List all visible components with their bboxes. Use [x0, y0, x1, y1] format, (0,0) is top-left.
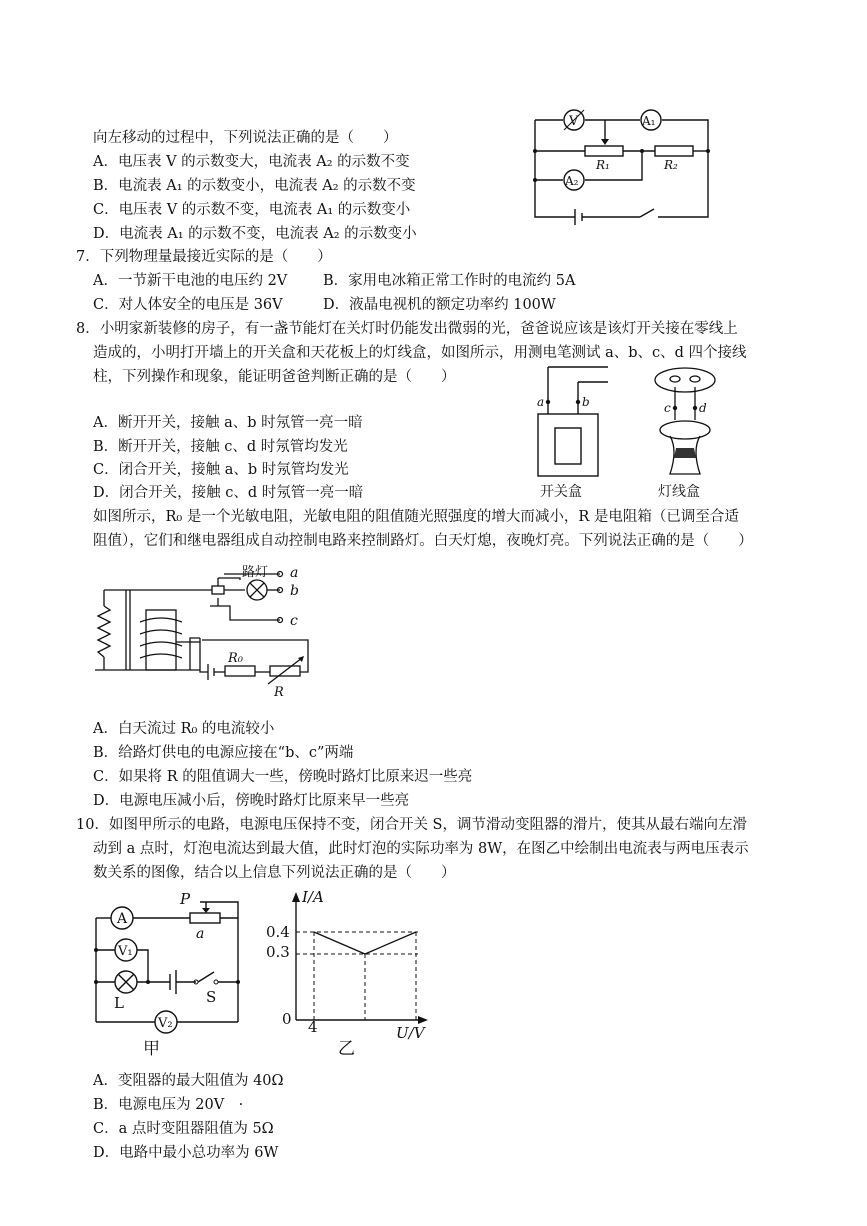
q10-option-a: A．变阻器的最大阻值为 40Ω	[93, 1073, 284, 1089]
q8-option-d: D．闭合开关，接触 c、d 时氖管一亮一暗	[93, 485, 364, 501]
q10-graph-ylabel: I/A	[302, 888, 324, 906]
q9-option-d: D．电源电压减小后，傍晚时路灯比原来早一些亮	[93, 793, 410, 809]
q10-graph-xlabel: U/V	[396, 1024, 425, 1042]
q10-graph-ytick-top: 0.4	[266, 923, 290, 941]
q8-option-a: A．断开开关，接触 a、b 时氖管一亮一暗	[93, 415, 363, 431]
q9-stem-line-2: 阻值），它们和继电器组成自动控制电路来控制路灯。白天灯熄，夜晚灯亮。下列说法正确的是（ ）	[93, 533, 753, 549]
q8-stem-line-3: 柱，下列操作和现象，能证明爸爸判断正确的是（ ）	[93, 369, 456, 385]
q8-fig-c-label: c	[664, 401, 671, 415]
q9-fig-r-label: R	[274, 685, 284, 700]
q6-option-a: A．电压表 V 的示数变大，电流表 A₂ 的示数不变	[93, 154, 410, 170]
q9-relay-circuit-diagram	[90, 562, 320, 702]
q10-fig-caption-jia: 甲	[143, 1039, 160, 1059]
q6-option-d: D．电流表 A₁ 的示数不变，电流表 A₂ 的示数变小	[93, 226, 417, 242]
q6-stem-tail: 向左移动的过程中，下列说法正确的是（ ）	[93, 130, 398, 146]
q9-fig-b-label: b	[290, 583, 299, 599]
q10-graph-origin: 0	[282, 1010, 292, 1028]
q9-option-b: B．给路灯供电的电源应接在“b、c”两端	[93, 745, 354, 761]
q6-fig-r2-label: R₂	[664, 158, 678, 172]
q10-stem-line-2: 动到 a 点时，灯泡电流达到最大值，此时灯泡的实际功率为 8W，在图乙中绘制出电流表与两电压表示	[93, 841, 749, 857]
q7-option-d: D．液晶电视机的额定功率约 100W	[323, 297, 556, 313]
q8-option-c: C．闭合开关，接触 a、b 时氖管均发光	[93, 462, 349, 478]
q10-circuit-jia	[88, 890, 248, 1060]
q6-circuit-diagram	[530, 105, 720, 225]
q6-option-c: C．电压表 V 的示数不变，电流表 A₁ 的示数变小	[93, 202, 411, 218]
q7-option-b: B．家用电冰箱正常工作时的电流约 5A	[323, 273, 576, 289]
q10-graph-ytick-mid: 0.3	[266, 943, 290, 961]
q8-fig-d-label: d	[699, 401, 707, 415]
q9-fig-c-label: c	[290, 613, 298, 629]
q8-fig-caption-lamp: 灯线盒	[658, 484, 700, 500]
q8-stem-line-1: 8．小明家新装修的房子，有一盏节能灯在关灯时仍能发出微弱的光，爸爸说应该是该灯开关接在零线上	[76, 321, 738, 337]
q10-stem-line-3: 数关系的图像，结合以上信息下列说法正确的是（ ）	[93, 865, 456, 881]
q9-option-a: A．白天流过 R₀ 的电流较小	[93, 721, 275, 737]
q8-fig-a-label: a	[537, 395, 545, 409]
q10-fig-v2-label: V₂	[158, 1016, 173, 1031]
q6-fig-a2-label: A₂	[565, 174, 579, 188]
q10-fig-p-label: P	[180, 890, 191, 908]
q8-fig-b-label: b	[582, 395, 590, 409]
q10-option-d: D．电路中最小总功率为 6W	[93, 1145, 279, 1161]
q8-switch-box-figure	[530, 362, 620, 502]
q10-fig-s-label: S	[206, 988, 217, 1006]
q7-stem: 7．下列物理量最接近实际的是（ ）	[76, 249, 332, 265]
q6-option-b: B．电流表 A₁ 的示数变小，电流表 A₂ 的示数不变	[93, 178, 416, 194]
q8-option-b: B．断开开关，接触 c、d 时氖管均发光	[93, 439, 348, 455]
q9-fig-lamp-label: 路灯	[242, 565, 269, 580]
q8-stem-line-2: 造成的，小明打开墙上的开关盒和天花板上的灯线盒，如图所示，用测电笔测试 a、b、c、d 四个接线	[93, 345, 747, 361]
q7-option-a: A．一节新干电池的电压约 2V	[93, 273, 288, 289]
q7-option-c: C．对人体安全的电压是 36V	[93, 297, 283, 313]
q6-fig-a1-label: A₁	[642, 114, 656, 128]
q10-graph-caption-yi: 乙	[338, 1039, 355, 1059]
q10-fig-pa-label: a	[196, 926, 205, 942]
q10-fig-v1-label: V₁	[118, 944, 133, 959]
q10-fig-ammeter-label: A	[117, 911, 128, 927]
q9-fig-a-label: a	[290, 565, 299, 581]
graph-series-curve-1	[365, 932, 416, 954]
q6-fig-v-label: V	[569, 114, 579, 129]
q10-fig-l-label: L	[114, 994, 124, 1012]
q10-stem-line-1: 10．如图甲所示的电路，电源电压保持不变，闭合开关 S，调节滑动变阻器的滑片，使其从最右端向左滑	[76, 817, 747, 833]
graph-series-curve-0	[314, 932, 365, 954]
q9-stem-line-1: 如图所示，R₀ 是一个光敏电阻，光敏电阻的阻值随光照强度的增大而减小，R 是电阻箱（已调至合适	[93, 509, 739, 525]
q6-fig-r1-label: R₁	[596, 158, 610, 172]
q10-graph-xtick: 4	[308, 1018, 318, 1036]
q8-fig-caption-switch: 开关盒	[540, 484, 582, 500]
q10-option-b: B．电源电压为 20V ·	[93, 1097, 244, 1113]
q10-graph-yi	[262, 886, 442, 1059]
q8-lamp-box-figure	[640, 362, 740, 502]
q9-fig-r0-label: R₀	[228, 651, 243, 666]
q10-option-c: C．a 点时变阻器阻值为 5Ω	[93, 1121, 274, 1137]
q9-option-c: C．如果将 R 的阻值调大一些，傍晚时路灯比原来迟一些亮	[93, 769, 473, 785]
